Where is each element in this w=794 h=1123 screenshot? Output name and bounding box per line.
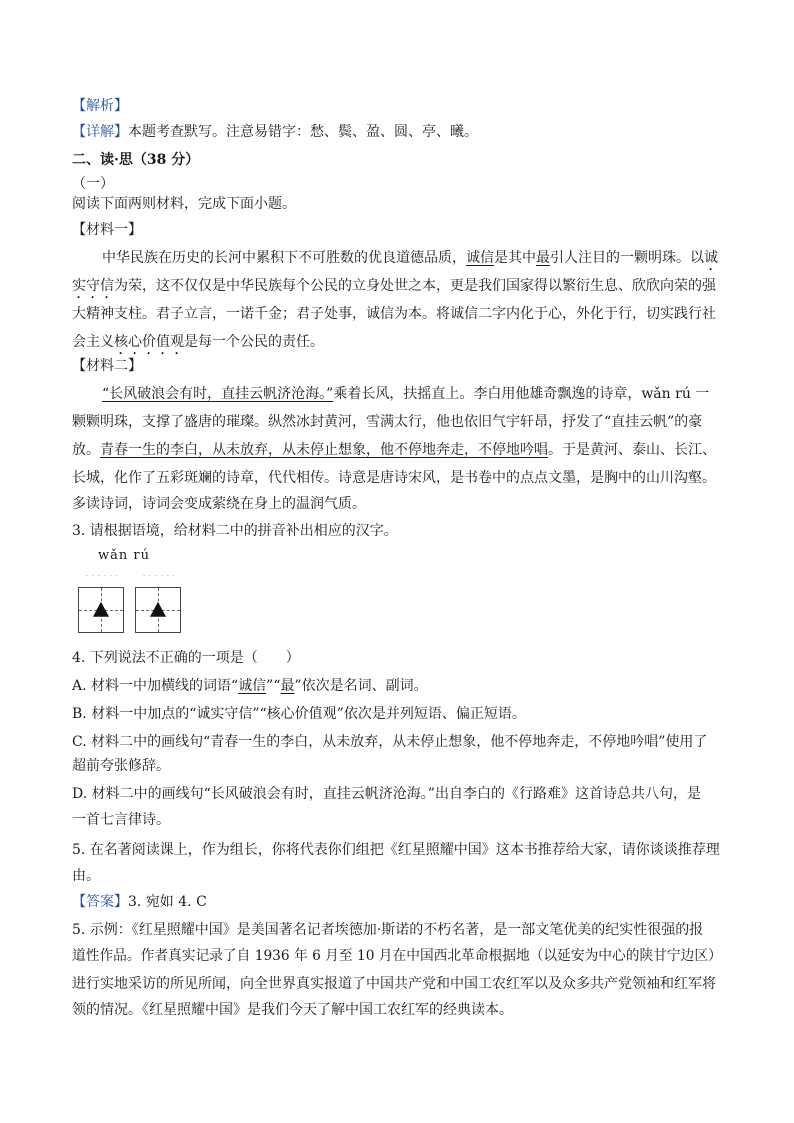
text-run: 中华民族在历史的长河中累积下不可胜数的优良道德品质， bbox=[102, 250, 466, 266]
faint-mark: - - - - - - bbox=[86, 572, 119, 579]
text-run: A. 材料一中加横线的词语“ bbox=[72, 678, 239, 694]
underlined-word-chengxin: 诚信 bbox=[466, 250, 494, 266]
option-d-line-1: D. 材料二中的画线句“长风破浪会有时，直挂云帆济沧海。”出自李白的《行路难》这首诗总共八句，是 bbox=[72, 786, 701, 802]
subsection-label: （一） bbox=[72, 176, 114, 192]
faint-mark: - - - - - - bbox=[143, 572, 176, 579]
option-b: B. 材料一中加点的“诚实守信”“核心价值观”依次是并列短语、偏正短语。 bbox=[72, 706, 526, 722]
detail-text: 本题考查默写。注意易错字：愁、鬓、盈、圆、亭、曦。 bbox=[128, 124, 478, 140]
reading-instruction: 阅读下面两则材料，完成下面小题。 bbox=[72, 196, 296, 212]
text-run: ”依次是名词、副词。 bbox=[294, 678, 428, 694]
pinyin-label: wǎn rú bbox=[98, 548, 150, 563]
text-run: 是其中 bbox=[494, 250, 536, 266]
answer-text: 3. 宛如 4. C bbox=[128, 894, 207, 910]
underlined-sentence: 青春一生的李白，从未放弃，从未停止想象，他不停地奔走，不停地吟唱 bbox=[100, 442, 548, 458]
material-two-line-1 bbox=[102, 384, 709, 404]
material-two-line-5: 多读诗词，诗词会变成萦绕在身上的温润气质。 bbox=[72, 496, 366, 512]
material-one-line-2 bbox=[72, 276, 716, 302]
answer-box-2[interactable] bbox=[135, 587, 181, 633]
dotted-word: 诚 bbox=[704, 250, 718, 266]
material-two-line-3 bbox=[72, 440, 716, 460]
dotted-word: 实守信 bbox=[72, 278, 114, 294]
detail-tag: 【详解】 bbox=[72, 124, 128, 140]
answer-5-line-2: 道性作品。作者真实记录了自 1936 年 6 月至 10 月在中国西北革命根据地（以延安为中心的陕甘宁边区） bbox=[72, 948, 722, 964]
material-one-title: 【材料一】 bbox=[72, 222, 142, 238]
answer-5-line-1: 5. 示例：《红星照耀中国》是美国著名记者埃德加·斯诺的不朽名著，是一部文笔优美的纪实性很强的报 bbox=[72, 922, 704, 938]
triangle-placeholder-icon bbox=[93, 602, 109, 617]
detail-line bbox=[72, 122, 478, 142]
text-run: 。于是黄河、泰山、长江、 bbox=[548, 442, 716, 458]
option-c-line-1: C. 材料二中的画线句“青春一生的李白，从未放弃，从未停止想象，他不停地奔走，不停地吟唱”使用了 bbox=[72, 734, 708, 750]
material-one-line-1 bbox=[102, 248, 718, 274]
material-two-line-2: 颗颗明珠，支撑了盛唐的璀璨。纵然冰封黄河，雪满太行，他也依旧气宇轩昂，抒发了“直挂云帆”的豪 bbox=[72, 414, 703, 430]
underlined-word-zui: 最 bbox=[536, 250, 550, 266]
answer-5-line-3: 进行实地采访的所见所闻，向全世界真实报道了中国共产党和中国工农红军以及众多共产党领袖和红军将 bbox=[72, 976, 716, 992]
question-5-line-1: 5. 在名著阅读课上，作为组长，你将代表你们组把《红星照耀中国》这本书推荐给大家，请你谈谈推荐理 bbox=[72, 842, 720, 858]
section-title: 二、读·思（38 分） bbox=[72, 152, 200, 168]
material-one-line-3: 大精神支柱。君子立言，一诺千金；君子处事，诚信为本。将诚信二字内化于心，外化于行，切实践行社 bbox=[72, 306, 716, 322]
text-run: 乘着长风，扶摇直上。李白用他雄奇飘逸的诗章，wǎn rú 一 bbox=[333, 386, 710, 402]
text-run: 为荣，这不仅仅是中华民族每个公民的立身处世之本，更是我们国家得以繁衍生息、欣欣向荣的强 bbox=[114, 278, 716, 294]
option-c-line-2: 超前夸张修辞。 bbox=[72, 758, 170, 774]
text-run: ”“ bbox=[266, 678, 281, 694]
text-run: 会主义 bbox=[72, 334, 114, 350]
analysis-tag: 【解析】 bbox=[72, 98, 128, 114]
underlined-poem-line: “长风破浪会有时，直挂云帆济沧海。” bbox=[102, 386, 334, 402]
answer-line bbox=[72, 892, 207, 912]
text-run: 引人注目的一颗明珠。以 bbox=[550, 250, 704, 266]
question-3: 3. 请根据语境，给材料二中的拼音补出相应的汉字。 bbox=[72, 523, 398, 539]
question-4-stem: 4. 下列说法不正确的一项是（ ） bbox=[72, 650, 300, 666]
option-d-line-2: 一首七言律诗。 bbox=[72, 812, 170, 828]
material-two-title: 【材料二】 bbox=[72, 358, 142, 374]
question-5-line-2: 由。 bbox=[72, 868, 100, 884]
underlined-word: 最 bbox=[280, 678, 295, 694]
answer-tag: 【答案】 bbox=[72, 894, 128, 910]
material-one-line-4 bbox=[72, 332, 324, 358]
dotted-word: 核心价值观 bbox=[114, 334, 184, 350]
material-two-line-4: 长城，化作了五彩斑斓的诗章，代代相传。诗意是唐诗宋风，是书卷中的点点文墨，是胸中的山川沟壑。 bbox=[72, 470, 716, 486]
underlined-word: 诚信 bbox=[238, 678, 267, 694]
answer-box-1[interactable] bbox=[78, 587, 124, 633]
answer-5-line-4: 领的情况。《红星照耀中国》是我们今天了解中国工农红军的经典读本。 bbox=[72, 1002, 513, 1018]
triangle-placeholder-icon bbox=[150, 602, 166, 617]
text-run: 是每一个公民的责任。 bbox=[184, 334, 324, 350]
option-a bbox=[72, 676, 428, 696]
text-run: 放。 bbox=[72, 442, 100, 458]
